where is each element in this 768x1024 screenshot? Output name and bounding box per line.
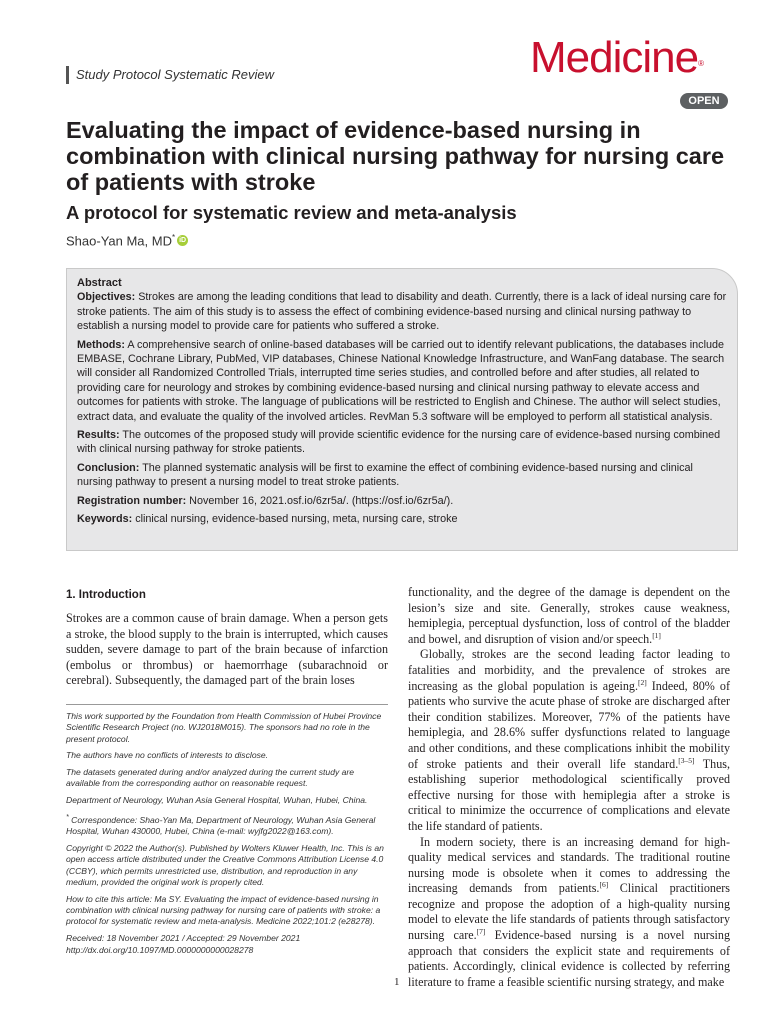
right-column	[408, 585, 730, 990]
p2-text-c: Thus, establishing superior methodological scientifically proved effective nursing for those with hemiplegia after a stroke is critical to minimize the occurrence of complications and elevate the life standard of patients.	[408, 756, 730, 833]
abstract-methods	[77, 338, 727, 424]
p2-text-b: Indeed, 80% of patients who survive the acute phase of stroke are discharged after their condition stabilizes. Moreover, 77% of the patients have hemiplegia, and 28.6% suffer dysfunctions related to language and other conditions, and these complications inhibit the mobility of stroke patients and their overall life standard.	[408, 678, 730, 771]
journal-name: Medicine	[530, 33, 699, 82]
footnote-doi-link[interactable]: http://dx.doi.org/10.1097/MD.0000000000028278	[66, 945, 254, 956]
abstract-box	[66, 268, 738, 551]
methods-text: A comprehensive search of online-based databases will be carried out to identify relevant publications, the databases include EMBASE, Cochrane Library, PubMed, VIP databases, Chinese National Knowledge Infrastructure, and WanFang database. The search will consider all Randomized Controlled Trials, interrupted time series studies, and controlled before and after studies, all related to providing care for neurology and strokes by combining evidence-based nursing and clinical nursing pathway to elevate access and outcomes for patients with stroke. The language of publications will be restricted to English and Chinese. The author will select studies, extract data, and evaluate the quality of the involved articles. RevMan 5.3 software will be employed to perform all statistical analysis.	[77, 338, 725, 423]
footnote-data: The datasets generated during and/or analyzed during the current study are available from the corresponding author on reasonable request.	[66, 767, 355, 789]
p3-text-b: Clinical practitioners recognize and propose the adoption of a high-quality nursing model to elevate the life standards of patients through satisfactory nursing care.	[408, 881, 731, 943]
registration-label: Registration number:	[77, 494, 187, 507]
author-mark: *	[171, 233, 176, 242]
article-subtitle: A protocol for systematic review and meta-analysis	[66, 202, 517, 223]
registration-text: November 16, 2021.osf.io/6zr5a/. (https://osf.io/6zr5a/).	[186, 494, 454, 507]
abstract-keywords	[77, 512, 727, 526]
right-paragraph-1	[408, 585, 730, 647]
orcid-icon[interactable]: iD	[179, 237, 187, 245]
abstract-heading: Abstract	[77, 277, 122, 289]
right-paragraph-3	[408, 835, 730, 991]
left-column	[66, 588, 388, 689]
page-number: 1	[394, 976, 400, 988]
registered-mark: ®	[698, 59, 703, 68]
correspondence-text: Correspondence: Shao-Yan Ma, Department of Neurology, Wuhan Asia General Hospital, Wuhan 430000, Hubei, China (e-mail: wyjfg2022@163.com).	[66, 814, 376, 837]
results-label: Results:	[77, 429, 120, 442]
keywords-label: Keywords:	[77, 513, 133, 526]
methods-label: Methods:	[77, 338, 125, 351]
ref-2[interactable]: [2]	[637, 677, 647, 687]
conclusion-label: Conclusion:	[77, 461, 140, 474]
conclusion-text: The planned systematic analysis will be first to examine the effect of combining evidence-based nursing and clinical nursing pathway to present a nursing model to treat stroke patients.	[77, 461, 693, 489]
p3-text-a: In modern society, there is an increasing demand for high-quality medical services and standards. The traditional routine nursing mode is obsolete when it comes to addressing the increasing demands from patients.	[408, 834, 730, 896]
ref-7[interactable]: [7]	[476, 927, 486, 937]
footnote-correspondence	[66, 812, 388, 837]
footnote-conflicts: The authors have no conflicts of interests to disclose.	[66, 750, 269, 761]
p1-text: functionality, and the degree of the damage is dependent on the lesion’s size and site. Generally, strokes cause weakness, hemiplegia, perceptual dysfunction, loss of control of the bladder and bowel, and disruption of vision and/or speech.	[408, 585, 730, 646]
ref-3-5[interactable]: [3–5]	[678, 755, 695, 765]
p2-text-a: Globally, strokes are the second leading factor leading to fatalities and morbidity, and the prevalence of strokes are increasing as the global population is ageing.	[408, 647, 730, 693]
footnote-affiliation: Department of Neurology, Wuhan Asia General Hospital, Wuhan, Hubei, China.	[66, 795, 368, 806]
footnotes	[66, 704, 388, 962]
author-name: Shao-Yan Ma, MD	[66, 233, 172, 249]
results-text: The outcomes of the proposed study will provide scientific evidence for the nursing care of evidence-based nursing combined with clinical nursing pathway for stroke patients.	[77, 429, 721, 456]
abstract-results	[77, 428, 727, 457]
abstract-registration	[77, 494, 727, 508]
open-access-badge: OPEN	[680, 93, 728, 109]
footnote-citation: How to cite this article: Ma SY. Evaluating the impact of evidence-based nursing in combination with clinical nursing pathway for nursing care of patients with stroke: a protocol for systematic review and meta-analysis. Medicine 2022;101:2 (e28278).	[66, 893, 381, 927]
abstract-conclusion	[77, 461, 727, 490]
intro-heading: 1. Introduction	[66, 589, 146, 601]
objectives-text: Strokes are among the leading conditions that lead to disability and death. Currently, there is a lack of ideal nursing care for stroke patients. The aim of this study is to assess the effect of combining evidence-based nursing and clinical nursing pathway to establish a nursing model to provide care for patients who suffered a stroke.	[77, 291, 727, 333]
p3-text-c: Evidence-based nursing is a novel nursing approach that considers the explicit state and requirements of patients. Accordingly, clinical evidence is collected by referring literature to frame a feasible scientific nursing strategy, and make	[408, 928, 730, 989]
objectives-label: Objectives:	[77, 291, 136, 304]
author-line	[66, 229, 188, 250]
ref-1[interactable]: [1]	[652, 630, 661, 640]
journal-logo	[530, 34, 703, 82]
section-label: Study Protocol Systematic Review	[66, 66, 274, 84]
footnote-copyright: Copyright © 2022 the Author(s). Published by Wolters Kluwer Health, Inc. This is an open access article distributed under the Creative Commons Attribution License 4.0 (CCBY), which permits unrestricted use, distribution, and reproduction in any medium, provided the original work is properly cited.	[66, 843, 384, 887]
right-paragraph-2	[408, 647, 730, 834]
ref-6[interactable]: [6]	[599, 880, 609, 890]
footnote-dates: Received: 18 November 2021 / Accepted: 29 November 2021	[66, 933, 301, 944]
correspondence-mark: *	[66, 813, 69, 822]
article-title: Evaluating the impact of evidence-based nursing in combination with clinical nursing pathway for nursing care of patients with stroke	[66, 117, 725, 195]
footnote-funding: This work supported by the Foundation from Health Commission of Hubei Province Scientific Research Project (no. WJ2018M015). The sponsors had no role in the present protocol.	[66, 711, 382, 744]
keywords-text: clinical nursing, evidence-based nursing, meta, nursing care, stroke	[132, 513, 458, 526]
abstract-objectives	[77, 290, 727, 333]
intro-paragraph-1: Strokes are a common cause of brain damage. When a person gets a stroke, the blood supply to the brain is interrupted, which causes sudden, severe damage to part of the brain because of infarction (embolus or thrombus) or haemorrhage (subarachnoid or cerebral). Subsequently, the damaged part of the brain loses	[66, 611, 388, 688]
